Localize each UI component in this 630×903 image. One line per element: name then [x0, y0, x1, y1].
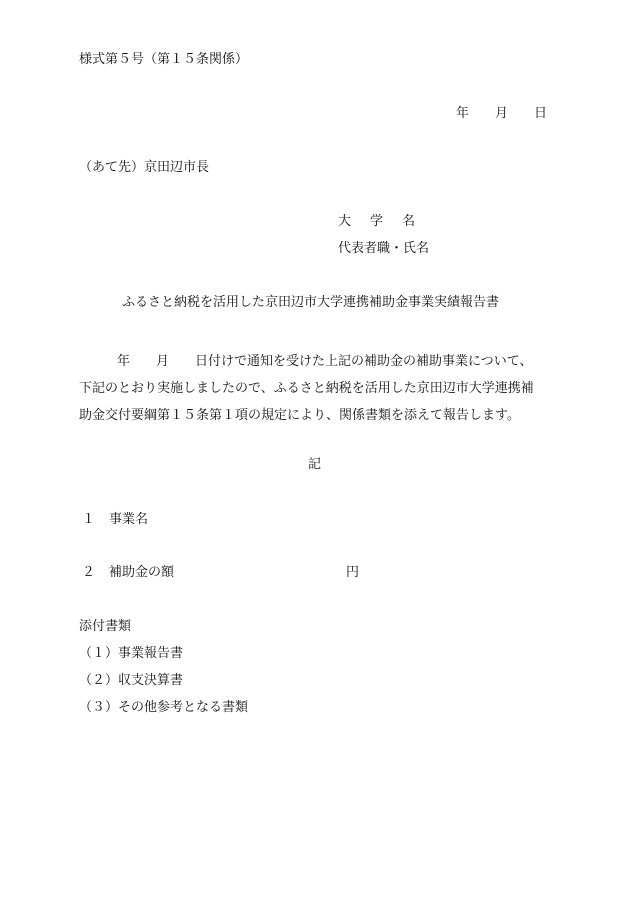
document-title: ふるさと納税を活用した京田辺市大学連携補助金事業実績報告書 [122, 295, 500, 310]
addressee: （あて先）京田辺市長 [79, 160, 210, 175]
item-number: ２ [82, 565, 96, 580]
item-label: 補助金の額 [109, 565, 175, 580]
body-year: 年 [117, 354, 131, 369]
item-number: １ [82, 512, 96, 527]
attachment-item: （１）事業報告書 [79, 646, 184, 661]
yen-unit: 円 [346, 565, 360, 580]
body-line-2: 下記のとおり実施しましたので、ふるさと納税を活用した京田辺市大学連携補 [79, 381, 534, 396]
item-label: 事業名 [109, 512, 149, 527]
university-name-label: 大 学 名 [338, 214, 419, 229]
date-month: 月 [495, 106, 509, 121]
body-paragraph [79, 348, 559, 429]
body-line-1 [79, 348, 559, 375]
attachments-title: 添付書類 [79, 619, 132, 634]
item-subsidy-amount [82, 565, 174, 581]
attachment-item: （２）収支決算書 [79, 673, 184, 688]
attachment-item: （３）その他参考となる書類 [79, 700, 249, 715]
body-line-1-rest: 日付けで通知を受けた上記の補助金の補助事業について、 [195, 354, 533, 369]
ki-heading: 記 [308, 457, 322, 472]
form-number: 様式第５号（第１５条関係） [79, 52, 249, 67]
body-line-3: 助金交付要綱第１５条第１項の規定により、関係書類を添えて報告します。 [79, 408, 520, 423]
date-day: 日 [534, 106, 548, 121]
date-line [456, 106, 547, 122]
body-month: 月 [156, 354, 170, 369]
item-project-name [82, 512, 148, 528]
representative-name-label: 代表者職・氏名 [338, 241, 430, 256]
date-year: 年 [456, 106, 470, 121]
